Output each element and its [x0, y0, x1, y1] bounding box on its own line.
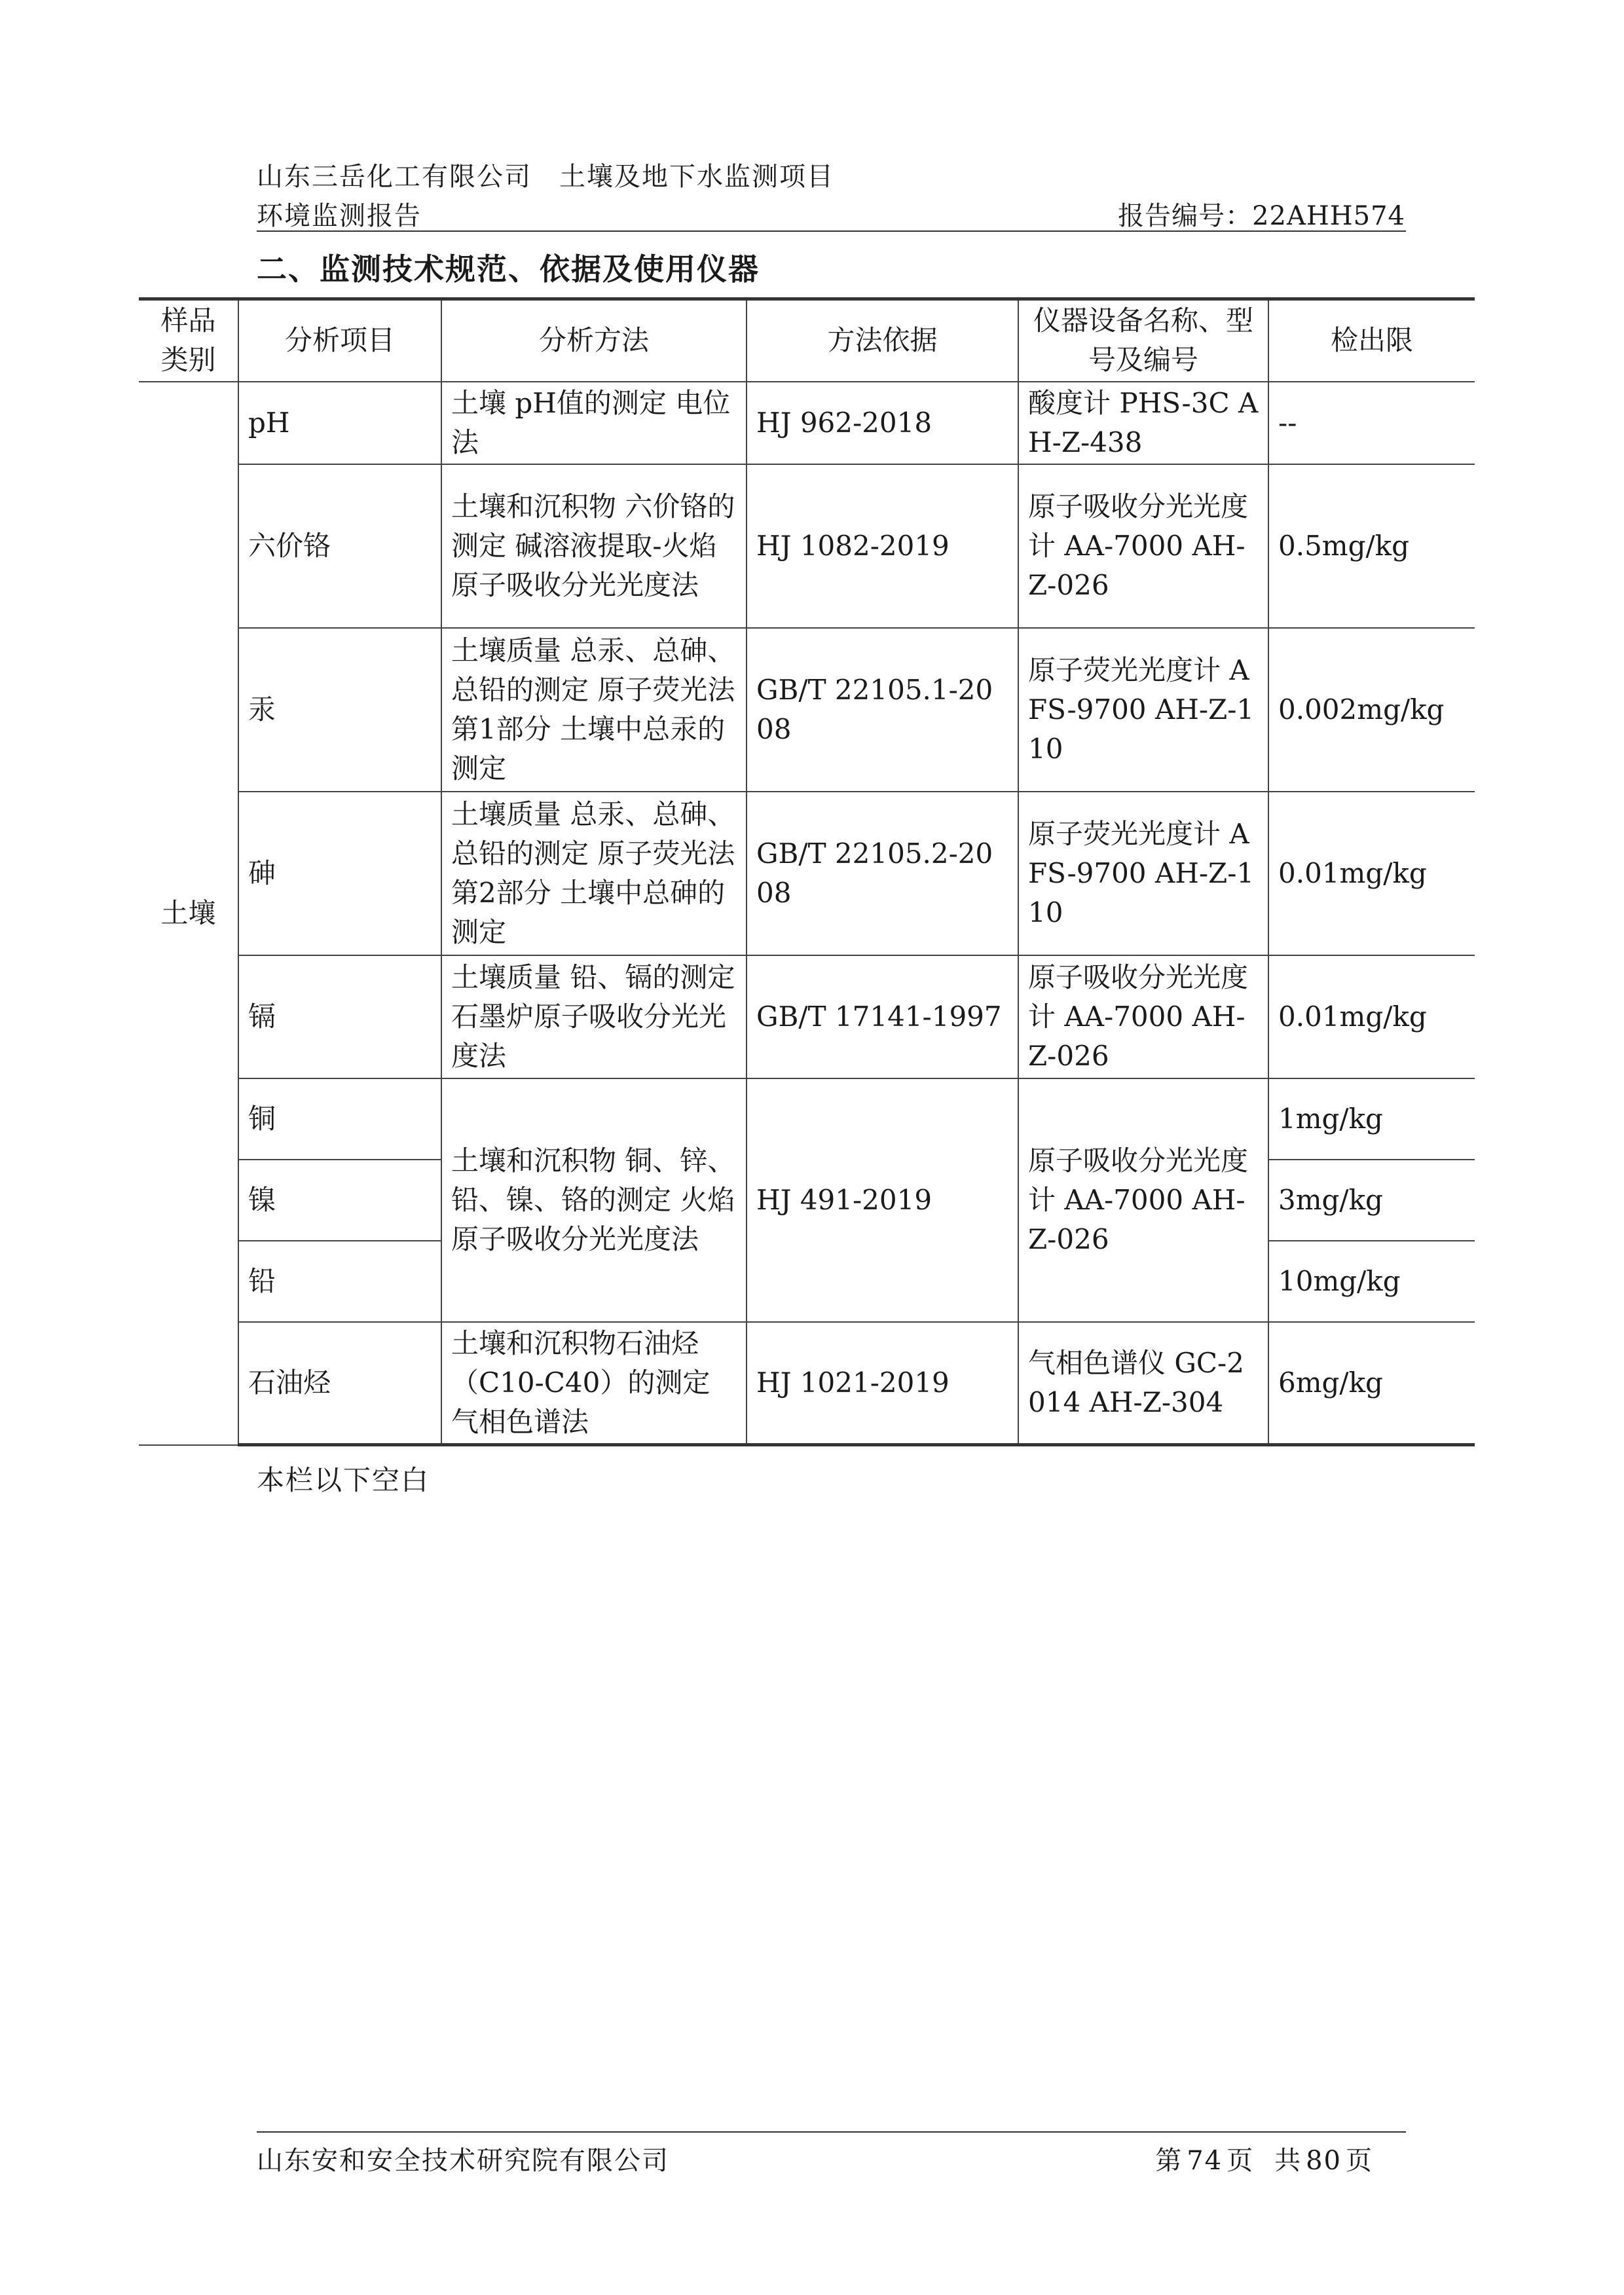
detection-limit: 0.5mg/kg [1268, 464, 1475, 628]
col-header-detection-limit: 检出限 [1268, 299, 1475, 382]
table-row [139, 1078, 1475, 1160]
section-title: 二、监测技术规范、依据及使用仪器 [257, 251, 760, 287]
total-suffix: 页 [1346, 2146, 1373, 2176]
instrument: 原子荧光光度计 AFS-9700 AH-Z-110 [1018, 792, 1268, 955]
instrument: 气相色谱仪 GC-2014 AH-Z-304 [1018, 1322, 1268, 1445]
analysis-item: 砷 [238, 792, 441, 955]
footer-page-number [1153, 2140, 1375, 2177]
method-basis: GB/T 17141-1997 [747, 955, 1018, 1078]
table-row [139, 1322, 1475, 1445]
detection-limit: 0.01mg/kg [1268, 792, 1475, 955]
analysis-item: pH [238, 382, 441, 464]
col-header-sample-category: 样品类别 [139, 299, 238, 382]
instrument: 原子荧光光度计 AFS-9700 AH-Z-110 [1018, 628, 1268, 792]
analysis-method: 土壤质量 铅、镉的测定 石墨炉原子吸收分光光度法 [441, 955, 747, 1078]
analysis-item: 汞 [238, 628, 441, 792]
table-row [139, 464, 1475, 628]
analysis-item: 石油烃 [238, 1322, 441, 1445]
total-prefix: 共 [1274, 2146, 1302, 2176]
analysis-method: 土壤质量 总汞、总砷、总铅的测定 原子荧光法 第1部分 土壤中总汞的测定 [441, 628, 747, 792]
page-prefix: 第 [1155, 2146, 1183, 2176]
detection-limit: 3mg/kg [1268, 1160, 1475, 1241]
blank-below-note: 本栏以下空白 [257, 1464, 430, 1496]
header-rule [257, 230, 1406, 232]
instrument: 原子吸收分光光度计 AA-7000 AH-Z-026 [1018, 955, 1268, 1078]
footer-company: 山东安和安全技术研究院有限公司 [257, 2146, 669, 2176]
method-basis: GB/T 22105.1-2008 [747, 628, 1018, 792]
method-basis: HJ 1082-2019 [747, 464, 1018, 628]
page-total: 80 [1306, 2146, 1342, 2176]
analysis-method: 土壤 pH值的测定 电位法 [441, 382, 747, 464]
sample-category-cell: 土壤 [139, 382, 238, 1445]
analysis-item: 镍 [238, 1160, 441, 1241]
col-header-analysis-item: 分析项目 [238, 299, 441, 382]
report-number: 报告编号：22AHH574 [1118, 201, 1405, 231]
method-basis: GB/T 22105.2-2008 [747, 792, 1018, 955]
analysis-item: 铜 [238, 1078, 441, 1160]
header-company-project: 山东三岳化工有限公司 土壤及地下水监测项目 [257, 162, 834, 192]
analysis-method: 土壤和沉积物 铜、锌、铅、镍、铬的测定 火焰原子吸收分光光度法 [441, 1078, 747, 1322]
instrument: 酸度计 PHS-3C AH-Z-438 [1018, 382, 1268, 464]
method-basis: HJ 962-2018 [747, 382, 1018, 464]
detection-limit: 6mg/kg [1268, 1322, 1475, 1445]
instrument: 原子吸收分光光度计 AA-7000 AH-Z-026 [1018, 464, 1268, 628]
analysis-item: 铅 [238, 1241, 441, 1322]
table-row [139, 628, 1475, 792]
detection-limit: 10mg/kg [1268, 1241, 1475, 1322]
page-mid: 页 [1227, 2146, 1255, 2176]
detection-limit: 0.002mg/kg [1268, 628, 1475, 792]
analysis-method: 土壤和沉积物石油烃（C10-C40）的测定 气相色谱法 [441, 1322, 747, 1445]
footer-rule [257, 2131, 1406, 2133]
table-row [139, 955, 1475, 1078]
page-current: 74 [1187, 2146, 1223, 2176]
header-report-type: 环境监测报告 [257, 201, 422, 231]
col-header-method-basis: 方法依据 [747, 299, 1018, 382]
detection-limit: -- [1268, 382, 1475, 464]
method-basis: HJ 491-2019 [747, 1078, 1018, 1322]
method-basis: HJ 1021-2019 [747, 1322, 1018, 1445]
col-header-instrument: 仪器设备名称、型号及编号 [1018, 299, 1268, 382]
analysis-method: 土壤和沉积物 六价铬的测定 碱溶液提取-火焰原子吸收分光光度法 [441, 464, 747, 628]
detection-limit: 0.01mg/kg [1268, 955, 1475, 1078]
analysis-item: 镉 [238, 955, 441, 1078]
col-header-analysis-method: 分析方法 [441, 299, 747, 382]
table-row [139, 382, 1475, 464]
instrument: 原子吸收分光光度计 AA-7000 AH-Z-026 [1018, 1078, 1268, 1322]
monitoring-methods-table [139, 297, 1475, 1446]
table-row [139, 792, 1475, 955]
analysis-method: 土壤质量 总汞、总砷、总铅的测定 原子荧光法 第2部分 土壤中总砷的测定 [441, 792, 747, 955]
detection-limit: 1mg/kg [1268, 1078, 1475, 1160]
analysis-item: 六价铬 [238, 464, 441, 628]
